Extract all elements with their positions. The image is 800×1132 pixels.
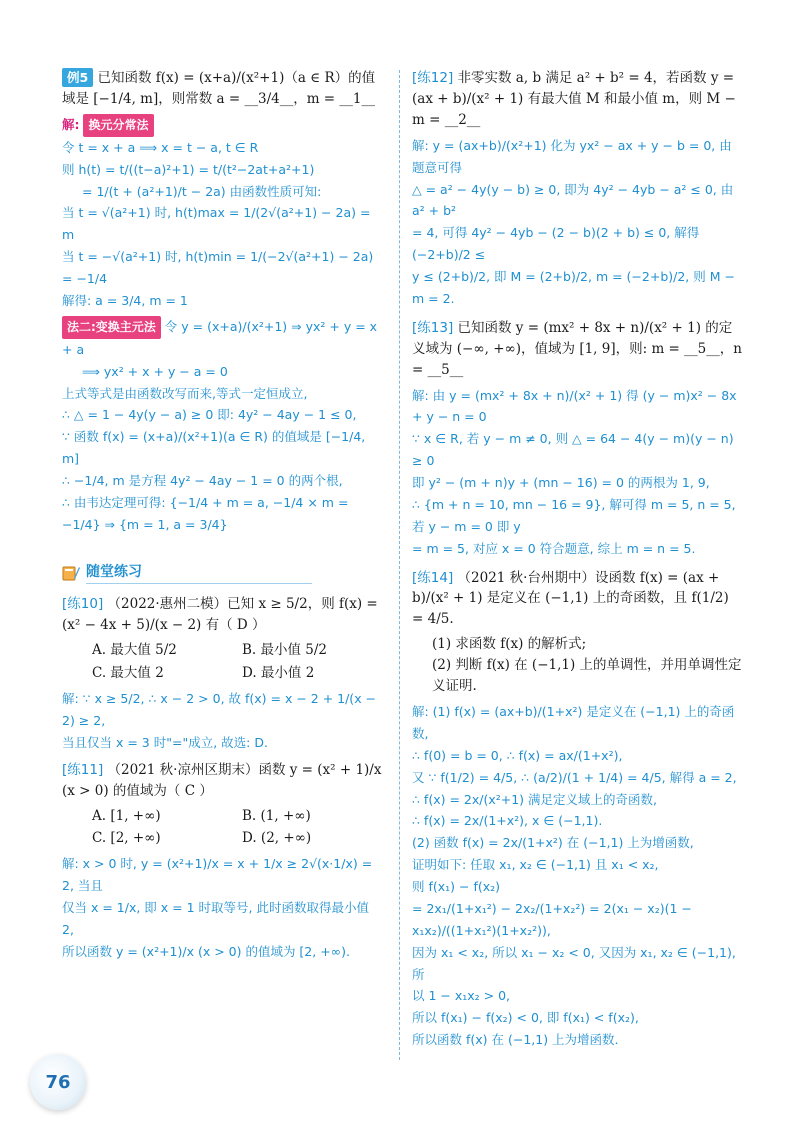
solution-line: 所以 f(x₁) − f(x₂) < 0, 即 f(x₁) < f(x₂), bbox=[412, 1010, 639, 1026]
practice-12-tag: [练12] bbox=[412, 70, 454, 86]
solution-label: 解: bbox=[62, 116, 80, 132]
solution-line: 当 t = −√(a²+1) 时, h(t)min = 1/(−2√(a²+1) − 2a) = −1/4 bbox=[62, 249, 374, 287]
practice-11-options bbox=[62, 806, 384, 850]
practice-13-solution bbox=[412, 385, 742, 560]
solution-line: ∴ {m + n = 10, mn − 16 = 9}, 解可得 m = 5, n = 5, 若 y − m = 0 即 y bbox=[412, 496, 736, 534]
right-column bbox=[412, 68, 742, 1051]
solution-line: 以 1 − x₁x₂ > 0, bbox=[412, 988, 511, 1004]
solution-line: 当 t = √(a²+1) 时, h(t)max = 1/(2√(a²+1) − 2a) = m bbox=[62, 205, 371, 243]
solution-line: 所以函数 f(x) 在 (−1,1) 上为增函数. bbox=[412, 1032, 619, 1048]
solution-line: 解: (1) f(x) = (ax+b)/(1+x²) 是定义在 (−1,1) 上的奇函数, bbox=[412, 704, 735, 741]
solution-line: = 1/(t + (a²+1)/t − 2a) 由函数性质可知: bbox=[82, 183, 322, 199]
practice-12-solution bbox=[412, 135, 742, 310]
practice-10 bbox=[62, 594, 384, 636]
example-5-solution bbox=[62, 114, 384, 536]
solution-line: 证明如下: 任取 x₁, x₂ ∈ (−1,1) 且 x₁ < x₂, bbox=[412, 857, 659, 873]
solution-line: = 2x₁/(1+x₁²) − 2x₂/(1+x₂²) = 2(x₁ − x₂)(1 − x₁x₂)/((1+x₁²)(1+x₂²)), bbox=[412, 900, 692, 938]
example-5-tag: 例5 bbox=[62, 68, 93, 87]
solution-line: ∵ 函数 f(x) = (x+a)/(x²+1)(a ∈ R) 的值域是 [−1/4, m] bbox=[62, 429, 366, 467]
column-divider bbox=[399, 70, 400, 1060]
option: C. [2, +∞) bbox=[92, 830, 161, 847]
solution-line: 解: y = (ax+b)/(x²+1) 化为 yx² − ax + y − b = 0, 由题意可得 bbox=[412, 137, 732, 175]
practice-11 bbox=[62, 760, 384, 802]
solution-line: 仅当 x = 1/x, 即 x = 1 时取等号, 此时函数取得最小值 2, bbox=[62, 900, 369, 938]
solution-line: ∵ x ∈ R, 若 y − m ≠ 0, 则 △ = 64 − 4(y − m)(y − n) ≥ 0 bbox=[412, 431, 734, 469]
option: D. 最小值 2 bbox=[242, 665, 315, 682]
practice-10-solution bbox=[62, 688, 384, 754]
practice-title: 随堂练习 bbox=[86, 562, 312, 585]
practice-10-text: （2022·惠州二模）已知 x ≥ 5/2，则 f(x) = (x² − 4x + 5)/(x − 2) 有（ D ） bbox=[62, 596, 378, 634]
practice-14-tag: [练14] bbox=[412, 569, 454, 586]
practice-14-question-2: (2) 判断 f(x) 在 (−1,1) 上的单调性，并用单调性定义证明. bbox=[432, 657, 742, 695]
method-2-tag: 法二:变换主元法 bbox=[62, 316, 161, 339]
solution-line: 又 ∵ f(1/2) = 4/5, ∴ (a/2)/(1 + 1/4) = 4/5, 解得 a = 2, bbox=[412, 769, 737, 785]
solution-line: ∴ f(0) = b = 0, ∴ f(x) = ax/(1+x²), bbox=[412, 747, 623, 763]
practice-section-header bbox=[62, 562, 384, 585]
solution-line: ∴ −1/4, m 是方程 4y² − 4ay − 1 = 0 的两个根, bbox=[62, 473, 343, 489]
solution-line: y ≤ (2+b)/2, 即 M = (2+b)/2, m = (−2+b)/2, 则 M − m = 2. bbox=[412, 269, 735, 306]
practice-14-question-1: (1) 求函数 f(x) 的解析式; bbox=[432, 636, 587, 653]
solution-line: 解: ∵ x ≥ 5/2, ∴ x − 2 > 0, 故 f(x) = x − 2 + 1/(x − 2) ≥ 2, bbox=[62, 691, 377, 728]
solution-line: = m = 5, 对应 x = 0 符合题意, 综上 m = n = 5. bbox=[412, 540, 696, 556]
left-column bbox=[62, 68, 384, 963]
option: D. (2, +∞) bbox=[242, 830, 312, 847]
solution-line: 当且仅当 x = 3 时"="成立, 故选: D. bbox=[62, 734, 268, 750]
practice-14 bbox=[412, 568, 742, 631]
practice-11-solution bbox=[62, 853, 384, 962]
solution-line: 上式等式是由函数改写而来,等式一定恒成立, bbox=[62, 385, 308, 401]
practice-11-tag: [练11] bbox=[62, 761, 104, 778]
solution-line: ∴ f(x) = 2x/(1+x²), x ∈ (−1,1). bbox=[412, 813, 603, 829]
solution-line: 解: x > 0 时, y = (x²+1)/x = x + 1/x ≥ 2√(x·1/x) = 2, 当且 bbox=[62, 856, 373, 894]
solution-line: △ = a² − 4y(y − b) ≥ 0, 即为 4y² − 4yb − a² ≤ 0, 由 a² + b² bbox=[412, 181, 734, 219]
practice-10-options bbox=[62, 640, 384, 684]
practice-13-tag: [练13] bbox=[412, 319, 454, 336]
page-number: 76 bbox=[30, 1054, 86, 1110]
solution-line: 因为 x₁ < x₂, 所以 x₁ − x₂ < 0, 又因为 x₁, x₂ ∈ (−1,1), 所 bbox=[412, 944, 736, 982]
solution-line: 令 t = x + a ⟹ x = t − a, t ∈ R bbox=[62, 139, 259, 155]
option: A. [1, +∞) bbox=[92, 807, 161, 824]
practice-10-tag: [练10] bbox=[62, 596, 104, 613]
method-1-tag: 换元分常法 bbox=[83, 114, 153, 137]
solution-line: 解: 由 y = (mx² + 8x + n)/(x² + 1) 得 (y − m)x² − 8x + y − n = 0 bbox=[412, 387, 737, 425]
solution-line: ∴ 由韦达定理可得: {−1/4 + m = a, −1/4 × m = −1/4} ⇒ {m = 1, a = 3/4} bbox=[62, 494, 349, 532]
option: C. 最大值 2 bbox=[92, 665, 164, 682]
practice-12-text: 非零实数 a, b 满足 a² + b² = 4，若函数 y = (ax + b)/(x² + 1) 有最大值 M 和最小值 m，则 M − m = __2__ bbox=[412, 70, 736, 128]
practice-13 bbox=[412, 318, 742, 381]
solution-line: ∴ f(x) = 2x/(x²+1) 满足定义域上的奇函数, bbox=[412, 791, 657, 807]
solution-line: ⟹ yx² + x + y − a = 0 bbox=[82, 363, 228, 379]
option: B. 最小值 5/2 bbox=[242, 642, 328, 659]
solution-line: ∴ △ = 1 − 4y(y − a) ≥ 0 即: 4y² − 4ay − 1 ≤ 0, bbox=[62, 407, 357, 423]
option: B. (1, +∞) bbox=[242, 807, 311, 824]
practice-11-text: （2021 秋·凉州区期末）函数 y = (x² + 1)/x (x > 0) 的值域为（ C ） bbox=[62, 761, 382, 799]
solution-line: 所以函数 y = (x²+1)/x (x > 0) 的值域为 [2, +∞). bbox=[62, 943, 350, 959]
practice-14-solution bbox=[412, 701, 742, 1051]
example-5 bbox=[62, 68, 384, 110]
solution-line: 则 f(x₁) − f(x₂) bbox=[412, 879, 501, 895]
example-5-text: 已知函数 f(x) = (x+a)/(x²+1)（a ∈ R）的值域是 [−1/4, m]，则常数 a = __3/4__，m = __1__ bbox=[62, 70, 376, 107]
option: A. 最大值 5/2 bbox=[92, 642, 177, 659]
solution-line: = 4, 可得 4y² − 4yb − (2 − b)(2 + b) ≤ 0, 解得 (−2+b)/2 ≤ bbox=[412, 225, 700, 263]
solution-line: (2) 函数 f(x) = 2x/(1+x²) 在 (−1,1) 上为增函数, bbox=[412, 835, 694, 851]
solution-line: 解得: a = 3/4, m = 1 bbox=[62, 292, 188, 308]
solution-line: 令 y = (x+a)/(x²+1) ⇒ yx² + y = x + a bbox=[62, 318, 378, 357]
book-pencil-icon bbox=[62, 565, 80, 581]
solution-line: 则 h(t) = t/((t−a)²+1) = t/(t²−2at+a²+1) bbox=[62, 161, 315, 177]
solution-line: 即 y² − (m + n)y + (mn − 16) = 0 的两根为 1, 9, bbox=[412, 475, 710, 491]
practice-13-text: 已知函数 y = (mx² + 8x + n)/(x² + 1) 的定义域为 (−∞, +∞)，值域为 [1, 9]，则: m = __5__，n = __5__ bbox=[412, 319, 742, 378]
practice-12 bbox=[412, 68, 742, 131]
practice-14-text: （2021 秋·台州期中）设函数 f(x) = (ax + b)/(x² + 1) 是定义在 (−1,1) 上的奇函数，且 f(1/2) = 4/5. bbox=[412, 569, 729, 628]
